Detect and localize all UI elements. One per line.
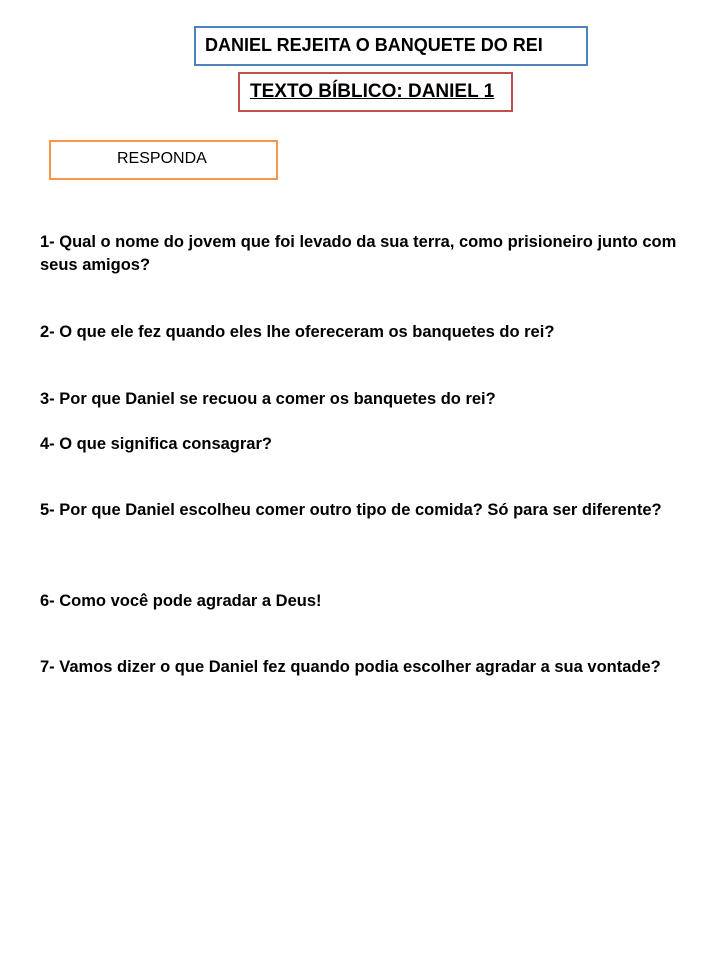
question-1: 1- Qual o nome do jovem que foi levado da sua terra, como prisioneiro junto com seus amigos? [40, 233, 677, 274]
instruction-label: RESPONDA [117, 150, 207, 167]
question-4: 4- O que significa consagrar? [40, 435, 272, 453]
question-3: 3- Por que Daniel se recuou a comer os banquetes do rei? [40, 390, 496, 408]
question-5: 5- Por que Daniel escolheu comer outro tipo de comida? Só para ser diferente? [40, 501, 662, 519]
question-7: 7- Vamos dizer o que Daniel fez quando podia escolher agradar a sua vontade? [40, 658, 661, 676]
question-2: 2- O que ele fez quando eles lhe ofereceram os banquetes do rei? [40, 323, 555, 341]
page-title: DANIEL REJEITA O BANQUETE DO REI [205, 35, 543, 55]
bible-reference: TEXTO BÍBLICO: DANIEL 1 [250, 81, 495, 102]
title-box [194, 26, 588, 66]
instruction-box [49, 140, 278, 180]
reference-box [238, 72, 513, 112]
question-6: 6- Como você pode agradar a Deus! [40, 592, 322, 610]
